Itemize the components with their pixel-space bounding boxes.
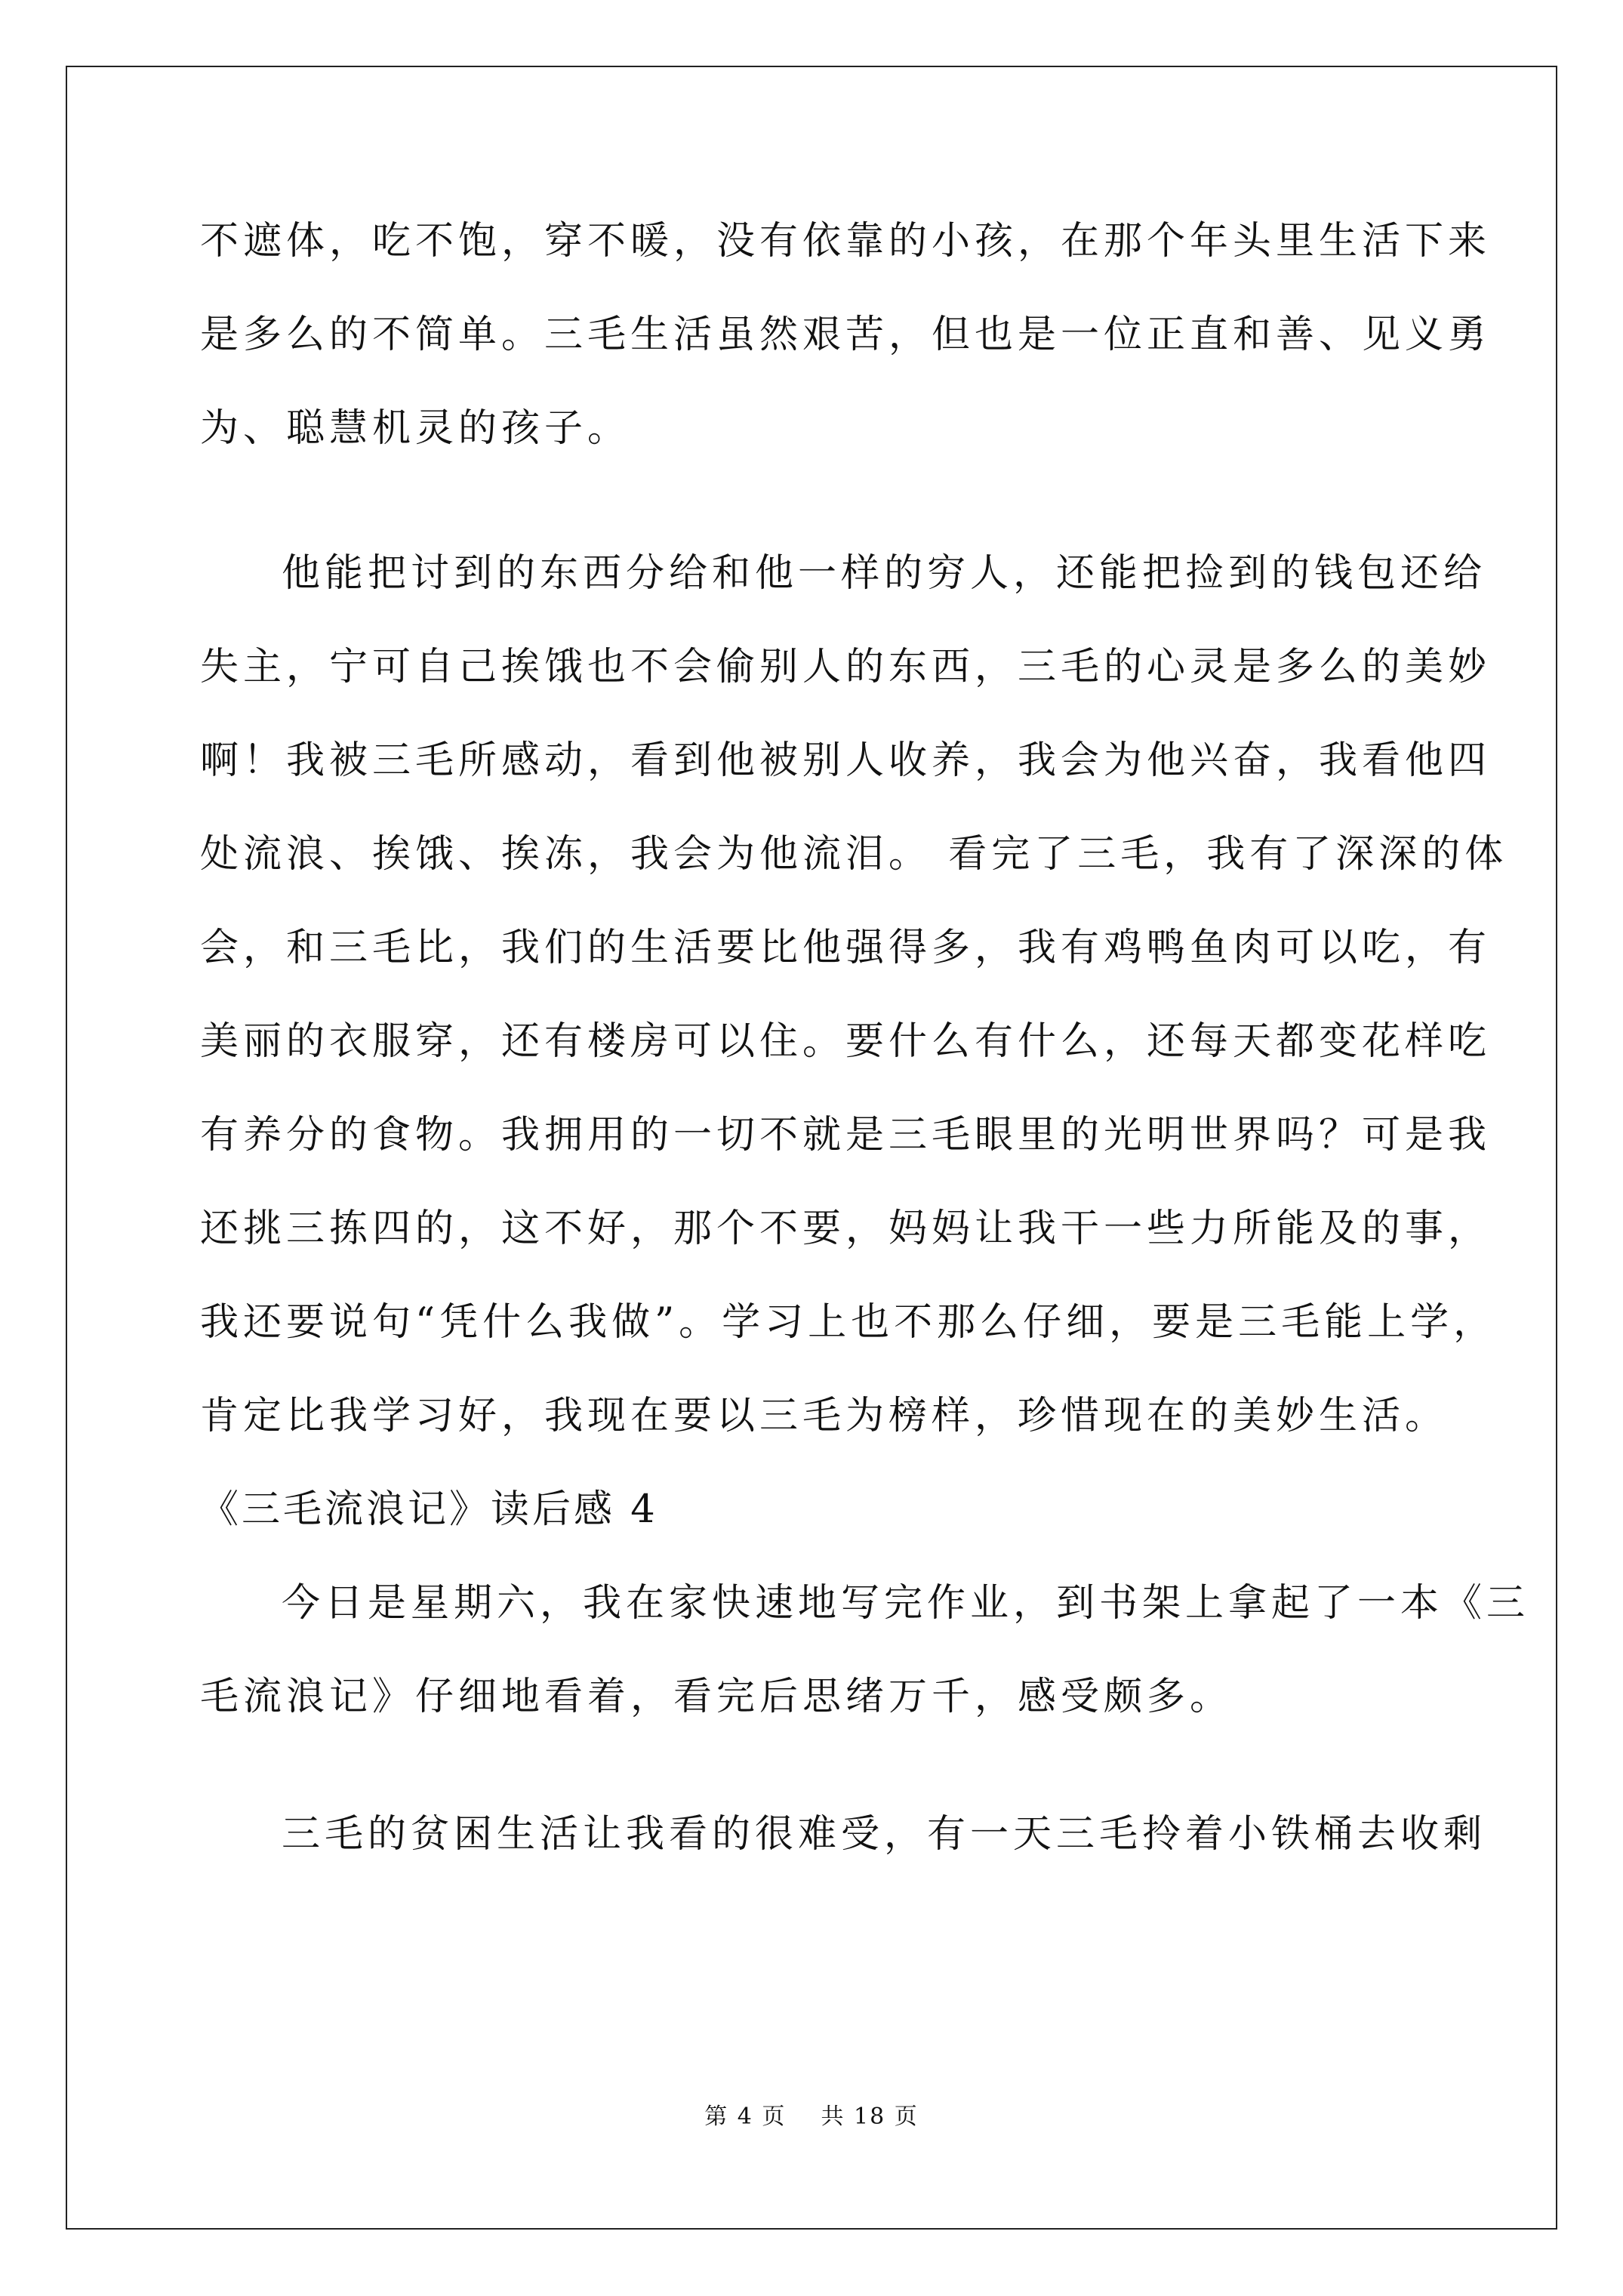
body-line-16: 三毛的贫困生活让我看的很难受，有一天三毛拎着小铁桶去收剩 (282, 1812, 1487, 1857)
body-line-7: 处流浪、挨饿、挨冻，我会为他流泪。 看完了三毛，我有了深深的体 (200, 832, 1508, 877)
body-line-14: 今日是星期六，我在家快速地写完作业，到书架上拿起了一本《三 (282, 1581, 1530, 1626)
body-line-10: 有养分的食物。我拥用的一切不就是三毛眼里的光明世界吗？可是我 (200, 1113, 1492, 1157)
section-heading: 《三毛流浪记》读后感 4 (200, 1487, 658, 1532)
body-line-6: 啊！我被三毛所感动，看到他被别人收养，我会为他兴奋，我看他四 (200, 738, 1492, 783)
body-line-3: 为、聪慧机灵的孩子。 (200, 406, 631, 451)
body-line-2: 是多么的不简单。三毛生活虽然艰苦，但也是一位正直和善、见义勇 (200, 313, 1492, 357)
body-line-9: 美丽的衣服穿，还有楼房可以住。要什么有什么，还每天都变花样吃 (200, 1019, 1492, 1064)
body-line-12: 我还要说句“凭什么我做”。学习上也不那么仔细，要是三毛能上学， (200, 1300, 1497, 1345)
body-line-8: 会，和三毛比，我们的生活要比他强得多，我有鸡鸭鱼肉可以吃，有 (200, 926, 1492, 970)
body-line-15: 毛流浪记》仔细地看着，看完后思绪万千，感受颇多。 (200, 1675, 1233, 1719)
body-line-5: 失主，宁可自己挨饿也不会偷别人的东西，三毛的心灵是多么的美妙 (200, 645, 1492, 689)
body-line-13: 肯定比我学习好，我现在要以三毛为榜样，珍惜现在的美妙生活。 (200, 1394, 1449, 1438)
body-line-11: 还挑三拣四的，这不好，那个不要，妈妈让我干一些力所能及的事， (200, 1207, 1492, 1251)
page-number-footer: 第 4 页 共 18 页 (704, 2103, 919, 2130)
body-line-4: 他能把讨到的东西分给和他一样的穷人，还能把捡到的钱包还给 (282, 551, 1487, 596)
body-line-1: 不遮体，吃不饱，穿不暖，没有依靠的小孩，在那个年头里生活下来 (200, 219, 1492, 264)
